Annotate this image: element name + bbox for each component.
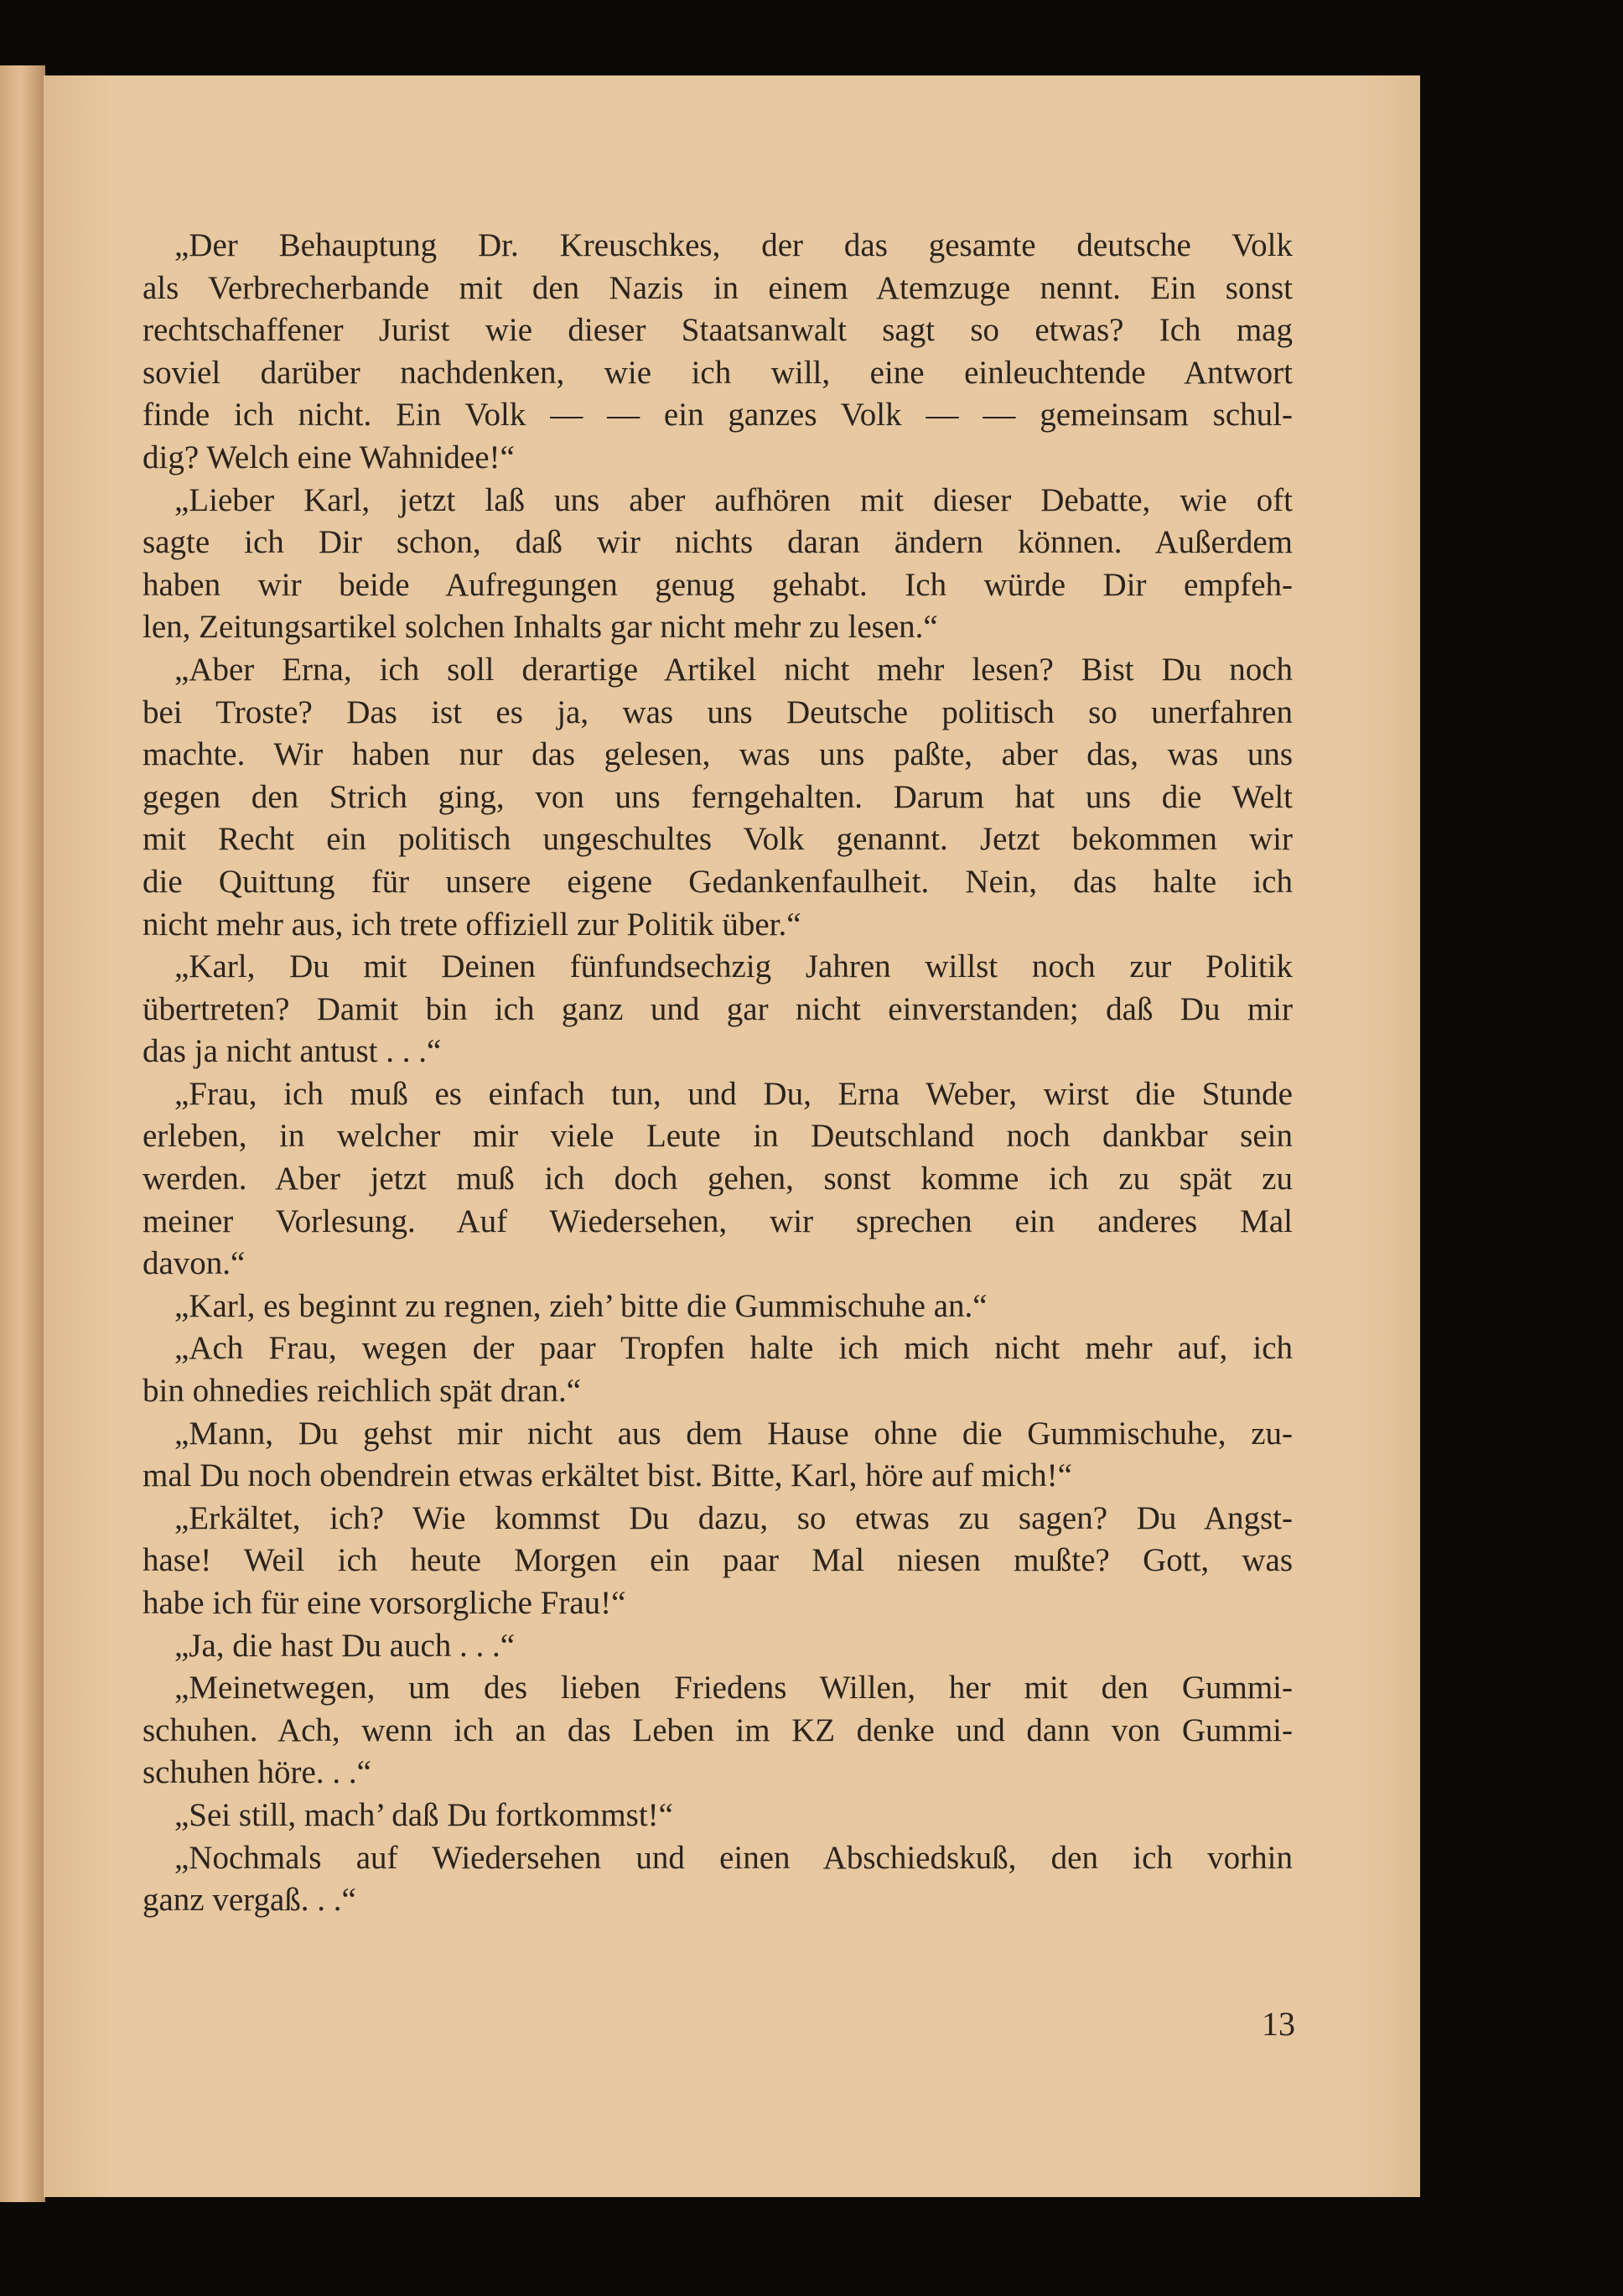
text-line: „Aber Erna, ich soll derartige Artikel nicht mehr lesen? Bist Du noch bbox=[174, 651, 1293, 688]
text-line: finde ich nicht. Ein Volk — — ein ganzes Volk — — gemeinsam schul- bbox=[143, 397, 1293, 434]
text-line: werden. Aber jetzt muß ich doch gehen, sonst komme ich zu spät zu bbox=[143, 1161, 1293, 1197]
text-line: len, Zeitungsartikel solchen Inhalts gar nicht mehr zu lesen.“ bbox=[143, 609, 938, 646]
text-line: übertreten? Damit bin ich ganz und gar nicht einverstanden; daß Du mir bbox=[143, 990, 1293, 1027]
text-line: schuhen höre. . .“ bbox=[143, 1754, 371, 1791]
text-line: ganz vergaß. . .“ bbox=[143, 1882, 356, 1919]
text-line: bei Troste? Das ist es ja, was uns Deutsche politisch so unerfahren bbox=[143, 693, 1293, 730]
text-line: „Nochmals auf Wiedersehen und einen Abschiedskuß, den ich vorhin bbox=[174, 1839, 1293, 1876]
text-line: nicht mehr aus, ich trete offiziell zur Politik über.“ bbox=[143, 906, 801, 943]
page-number: 13 bbox=[1262, 2005, 1295, 2043]
text-line: mit Recht ein politisch ungeschultes Volk genannt. Jetzt bekommen wir bbox=[143, 821, 1293, 858]
text-line: „Mann, Du gehst mir nicht aus dem Hause ohne die Gummischuhe, zu- bbox=[174, 1415, 1293, 1452]
text-line: „Der Behauptung Dr. Kreuschkes, der das gesamte deutsche Volk bbox=[174, 227, 1293, 263]
text-line: soviel darüber nachdenken, wie ich will, eine einleuchtende Antwort bbox=[143, 354, 1293, 391]
text-line: rechtschaffener Jurist wie dieser Staatsanwalt sagt so etwas? Ich mag bbox=[143, 312, 1293, 349]
body-text bbox=[143, 225, 1293, 1922]
previous-page-edge bbox=[0, 65, 45, 2202]
text-line: habe ich für eine vorsorgliche Frau!“ bbox=[143, 1585, 626, 1621]
text-line: haben wir beide Aufregungen genug gehabt. Ich würde Dir empfeh- bbox=[143, 566, 1293, 603]
text-line: als Verbrecherbande mit den Nazis in einem Atemzuge nennt. Ein sonst bbox=[143, 269, 1293, 306]
text-line: meiner Vorlesung. Auf Wiedersehen, wir sprechen ein anderes Mal bbox=[143, 1203, 1293, 1239]
text-line: erleben, in welcher mir viele Leute in Deutschland noch dankbar sein bbox=[143, 1118, 1293, 1155]
text-line: „Ach Frau, wegen der paar Tropfen halte ich mich nicht mehr auf, ich bbox=[174, 1330, 1293, 1367]
text-line: bin ohnedies reichlich spät dran.“ bbox=[143, 1373, 582, 1410]
text-line: schuhen. Ach, wenn ich an das Leben im KZ denke und dann von Gummi- bbox=[143, 1712, 1293, 1748]
text-line: sagte ich Dir schon, daß wir nichts daran ändern können. Außerdem bbox=[143, 524, 1293, 561]
text-line: „Ja, die hast Du auch . . .“ bbox=[174, 1627, 516, 1664]
text-line: „Meinetwegen, um des lieben Friedens Willen, her mit den Gummi- bbox=[174, 1670, 1293, 1706]
book-page bbox=[44, 75, 1420, 2197]
text-line: „Karl, Du mit Deinen fünfundsechzig Jahren willst noch zur Politik bbox=[174, 948, 1293, 985]
text-line: „Frau, ich muß es einfach tun, und Du, Erna Weber, wirst die Stunde bbox=[174, 1075, 1293, 1112]
text-line: dig? Welch eine Wahnidee!“ bbox=[143, 439, 515, 475]
text-line: „Lieber Karl, jetzt laß uns aber aufhören mit dieser Debatte, wie oft bbox=[174, 481, 1293, 518]
text-line: hase! Weil ich heute Morgen ein paar Mal niesen mußte? Gott, was bbox=[143, 1542, 1293, 1579]
text-line: mal Du noch obendrein etwas erkältet bist. Bitte, Karl, höre auf mich!“ bbox=[143, 1457, 1072, 1494]
text-line: die Quittung für unsere eigene Gedankenfaulheit. Nein, das halte ich bbox=[143, 863, 1293, 900]
text-line: das ja nicht antust . . .“ bbox=[143, 1033, 442, 1070]
text-line: „Karl, es beginnt zu regnen, zieh’ bitte die Gummischuhe an.“ bbox=[174, 1287, 988, 1324]
text-line: „Sei still, mach’ daß Du fortkommst!“ bbox=[174, 1796, 673, 1833]
text-line: gegen den Strich ging, von uns ferngehalten. Darum hat uns die Welt bbox=[143, 778, 1293, 815]
text-line: machte. Wir haben nur das gelesen, was uns paßte, aber das, was uns bbox=[143, 736, 1293, 773]
text-line: davon.“ bbox=[143, 1245, 246, 1282]
text-line: „Erkältet, ich? Wie kommst Du dazu, so etwas zu sagen? Du Angst- bbox=[174, 1499, 1293, 1536]
